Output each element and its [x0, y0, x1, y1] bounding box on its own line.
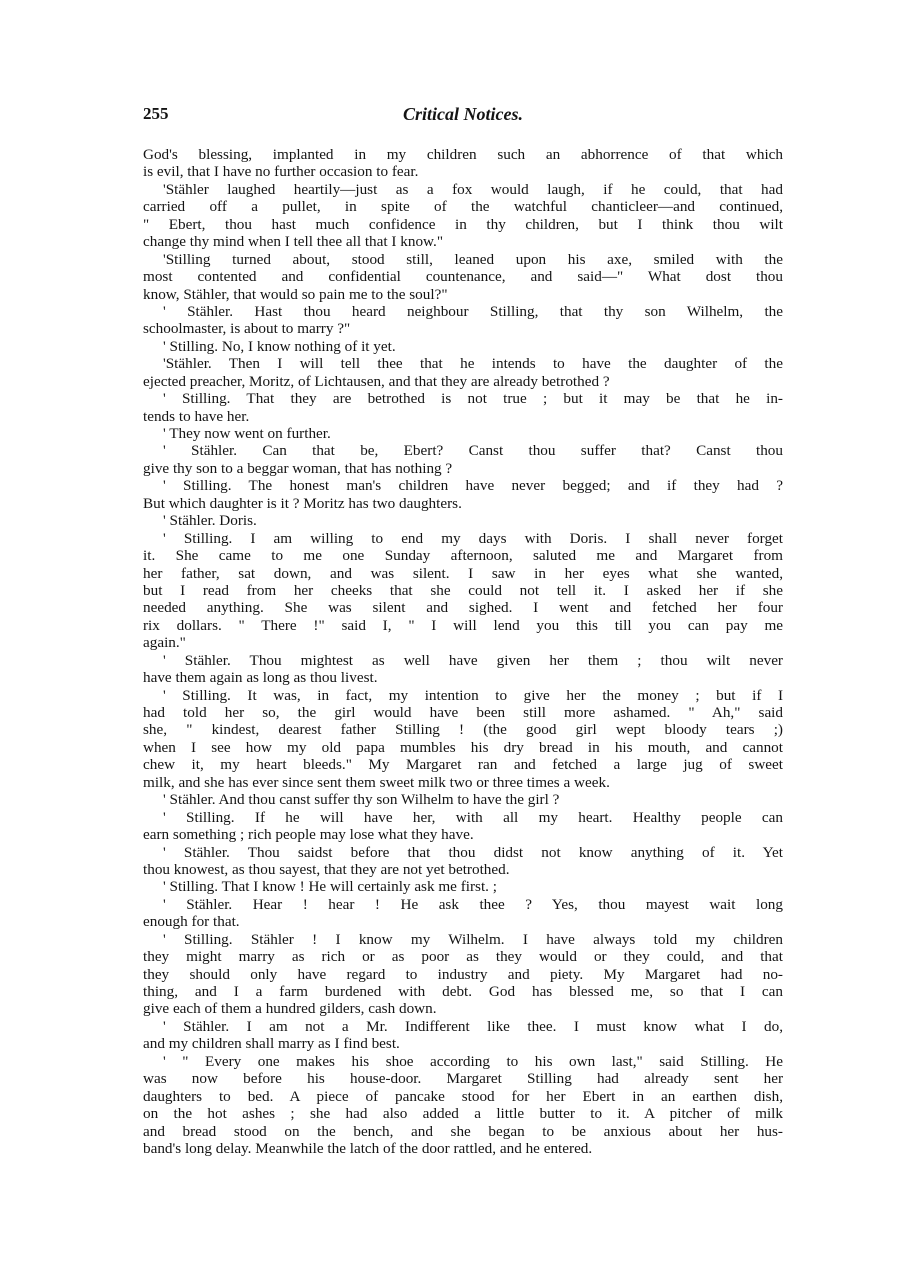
text-line: ' Stilling. That I know ! He will certainly ask me first. ; — [163, 878, 497, 896]
text-line: ' " Every one makes his shoe according to his own last," said Stilling. He — [163, 1052, 783, 1070]
text-line: milk, and she has ever since sent them sweet milk two or three times a week. — [143, 773, 610, 791]
text-line: ' Stähler. I am not a Mr. Indifferent like thee. I must know what I do, — [163, 1017, 783, 1035]
text-line: but I read from her cheeks that she could not tell it. I asked her if she — [143, 581, 783, 599]
text-line: enough for that. — [143, 913, 240, 931]
paragraph-p1 — [143, 146, 783, 181]
text-line: ' Stilling. If he will have her, with all my heart. Healthy people can — [163, 808, 783, 826]
page-header — [143, 104, 783, 128]
paragraph-p5 — [143, 338, 783, 355]
text-line: know, Stähler, that would so pain me to the soul?" — [143, 285, 448, 303]
text-line: needed anything. She was silent and sighed. I went and fetched her four — [143, 599, 783, 617]
text-line: ' Stilling. I am willing to end my days with Doris. I shall never forget — [163, 529, 783, 547]
paragraph-p12 — [143, 530, 783, 652]
paragraph-p7 — [143, 390, 783, 425]
paragraph-p11 — [143, 512, 783, 529]
text-line: give thy son to a beggar woman, that has nothing ? — [143, 459, 453, 477]
text-line: God's blessing, implanted in my children such an abhorrence of that which — [143, 146, 783, 163]
text-line: ' Stähler. And thou canst suffer thy son Wilhelm to have the girl ? — [163, 791, 560, 809]
text-line: ' Stähler. Hear ! hear ! He ask thee ? Yes, thou mayest wait long — [163, 895, 783, 913]
text-line: when I see how my old papa mumbles his dry bread in his mouth, and cannot — [143, 738, 783, 756]
text-line: schoolmaster, is about to marry ?" — [143, 320, 351, 338]
paragraph-p15 — [143, 791, 783, 808]
paragraph-p17 — [143, 844, 783, 879]
running-head: Critical Notices. — [403, 104, 523, 124]
text-line: " Ebert, thou hast much confidence in thy children, but I think thou wilt — [143, 215, 783, 233]
paragraph-p6 — [143, 355, 783, 390]
text-line: ' Stähler. Thou saidst before that thou didst not know anything of it. Yet — [163, 843, 783, 861]
paragraph-p2 — [143, 181, 783, 251]
text-line: ejected preacher, Moritz, of Lichtausen, and that they are already betrothed ? — [143, 372, 610, 390]
text-line: 'Stilling turned about, stood still, leaned upon his axe, smiled with the — [163, 250, 783, 268]
page-number: 255 — [143, 104, 169, 123]
text-line: ' Stilling. No, I know nothing of it yet. — [163, 337, 396, 355]
text-line: ' They now went on further. — [163, 425, 331, 442]
paragraph-p10 — [143, 477, 783, 512]
text-line: they should only have regard to industry and piety. My Margaret had no- — [143, 965, 783, 983]
text-line: carried off a pullet, in spite of the watchful chanticleer—and continued, — [143, 198, 783, 216]
text-line: But which daughter is it ? Moritz has two daughters. — [143, 494, 462, 512]
paragraph-p9 — [143, 442, 783, 477]
text-line: on the hot ashes ; she had also added a little butter to it. A pitcher of milk — [143, 1105, 783, 1123]
text-line: tends to have her. — [143, 407, 250, 425]
text-line: thing, and I a farm burdened with debt. God has blessed me, so that I can — [143, 983, 783, 1000]
paragraph-p22 — [143, 1053, 783, 1158]
text-line: earn something ; rich people may lose what they have. — [143, 826, 474, 844]
paragraph-p8 — [143, 425, 783, 442]
text-line: it. She came to me one Sunday afternoon, saluted me and Margaret from — [143, 547, 783, 565]
text-line: chew it, my heart bleeds." My Margaret ran and fetched a large jug of sweet — [143, 756, 783, 774]
text-line: thou knowest, as thou sayest, that they are not yet betrothed. — [143, 860, 510, 878]
text-line: her father, sat down, and was silent. I saw in her eyes what she wanted, — [143, 564, 783, 582]
text-line: 'Stähler. Then I will tell thee that he intends to have the daughter of the — [163, 355, 783, 373]
paragraph-p4 — [143, 303, 783, 338]
text-line: ' Stähler. Thou mightest as well have given her them ; thou wilt never — [163, 651, 783, 669]
text-line: ' Stähler. Doris. — [163, 512, 257, 530]
text-line: ' Stähler. Hast thou heard neighbour Stilling, that thy son Wilhelm, the — [163, 302, 783, 320]
body-text — [143, 146, 783, 1157]
text-line: and bread stood on the bench, and she began to be anxious about her hus- — [143, 1122, 783, 1140]
text-line: ' Stilling. Stähler ! I know my Wilhelm. I have always told my children — [163, 930, 783, 948]
text-line: change thy mind when I tell thee all that I know." — [143, 233, 444, 251]
text-line: daughters to bed. A piece of pancake stood for her Ebert in an earthen dish, — [143, 1087, 783, 1105]
text-line: most contented and confidential countenance, and said—" What dost thou — [143, 268, 783, 286]
text-line: have them again as long as thou livest. — [143, 669, 378, 687]
paragraph-p16 — [143, 809, 783, 844]
paragraph-p13 — [143, 652, 783, 687]
paragraph-p21 — [143, 1018, 783, 1053]
paragraph-p19 — [143, 896, 783, 931]
text-line: they might marry as rich or as poor as they would or they could, and that — [143, 948, 783, 966]
text-line: ' Stilling. It was, in fact, my intention to give her the money ; but if I — [163, 686, 783, 704]
text-line: 'Stähler laughed heartily—just as a fox would laugh, if he could, that had — [163, 180, 783, 198]
paragraph-p20 — [143, 931, 783, 1018]
paragraph-p14 — [143, 687, 783, 792]
text-line: rix dollars. " There !" said I, " I will lend you this till you can pay me — [143, 616, 783, 634]
text-line: band's long delay. Meanwhile the latch of the door rattled, and he entered. — [143, 1139, 593, 1157]
text-line: was now before his house-door. Margaret Stilling had already sent her — [143, 1070, 783, 1088]
text-line: give each of them a hundred gilders, cash down. — [143, 1000, 437, 1018]
text-line: ' Stähler. Can that be, Ebert? Canst thou suffer that? Canst thou — [163, 442, 783, 460]
text-line: again." — [143, 634, 186, 652]
paragraph-p18 — [143, 878, 783, 895]
text-line: is evil, that I have no further occasion to fear. — [143, 163, 419, 181]
text-line: and my children shall marry as I find best. — [143, 1035, 400, 1053]
text-line: had told her so, the girl would have been still more ashamed. " Ah," said — [143, 704, 783, 721]
text-line: ' Stilling. That they are betrothed is not true ; but it may be that he in- — [163, 390, 783, 408]
text-line: she, " kindest, dearest father Stilling ! (the good girl wept bloody tears ;) — [143, 721, 783, 739]
paragraph-p3 — [143, 251, 783, 303]
text-line: ' Stilling. The honest man's children have never begged; and if they had ? — [163, 477, 783, 495]
